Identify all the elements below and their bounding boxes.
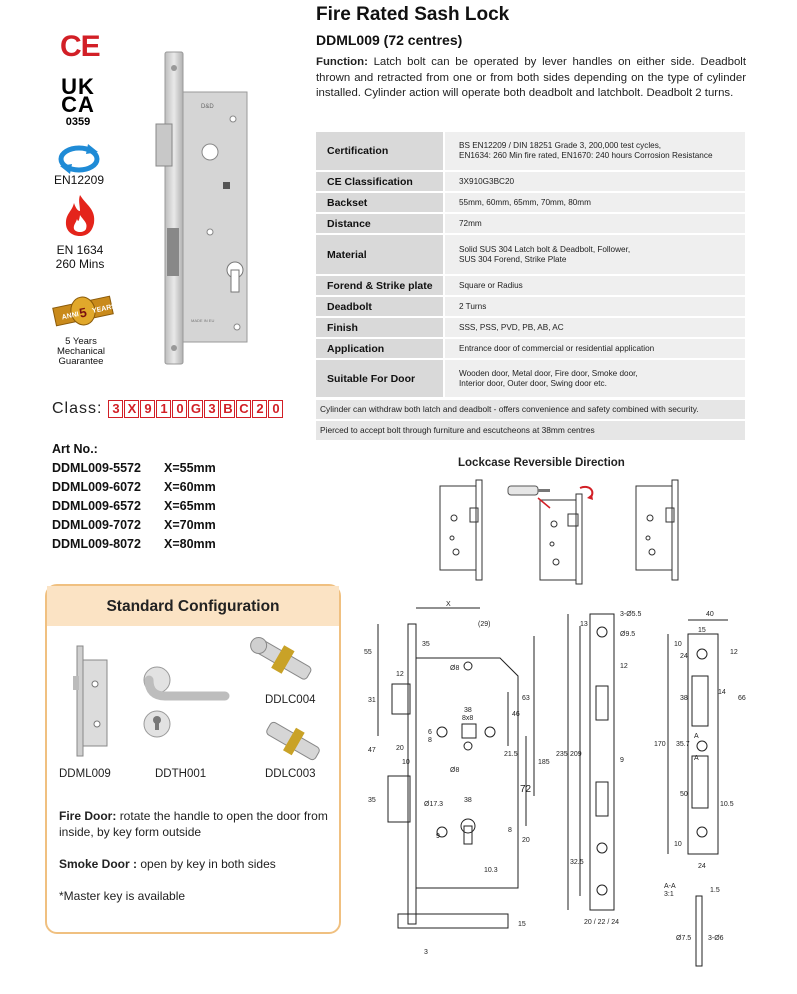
art-size: X=80mm <box>164 537 216 551</box>
art-row <box>52 516 216 535</box>
dim-text: 12 <box>620 663 628 670</box>
function-description <box>316 55 746 102</box>
spec-key: Finish <box>316 317 444 338</box>
dim-text: 21.5 <box>504 751 518 758</box>
spec-value: Wooden door, Metal door, Fire door, Smoke door, Interior door, Outer door, Swing door etc. <box>444 359 745 398</box>
art-code: DDML009-5572 <box>52 461 141 475</box>
spec-note: Pierced to accept bolt through furniture and escutcheons at 38mm centres <box>316 421 745 440</box>
dim-text: 9 <box>436 833 440 840</box>
dim-text: 6 <box>428 729 432 736</box>
spec-row <box>316 192 745 213</box>
master-key-note: *Master key is available <box>59 889 186 903</box>
dim-text: 38 <box>464 707 472 714</box>
art-code: DDML009-8072 <box>52 537 141 551</box>
page-subtitle: DDML009 (72 centres) <box>316 32 463 48</box>
config-item-handle: DDTH001 <box>155 768 207 780</box>
dim-text: Ø7.5 <box>676 935 692 942</box>
ukca-number: 0359 <box>65 116 91 128</box>
dim-text: 35 <box>422 641 430 648</box>
standard-configuration-panel <box>45 584 341 934</box>
spec-row <box>316 171 745 192</box>
fire-icon <box>62 193 98 237</box>
dim-text: 10.5 <box>720 801 734 808</box>
class-char: B <box>220 400 235 418</box>
technical-drawing <box>358 596 758 986</box>
spec-key: Distance <box>316 213 444 234</box>
cylinder-ddlc004-thumbnail <box>247 630 317 688</box>
class-char: 3 <box>108 400 123 418</box>
dim-text: 63 <box>522 695 530 702</box>
art-row <box>52 459 216 478</box>
spec-key: Application <box>316 338 444 359</box>
guarantee-line-1: 5 Years <box>65 336 97 347</box>
dim-text: 15 <box>698 627 706 634</box>
config-item-cyl2: DDLC003 <box>265 768 316 780</box>
dim-text: 40 <box>706 611 714 618</box>
dim-text: A <box>694 733 699 740</box>
class-char: 2 <box>252 400 267 418</box>
page-title: Fire Rated Sash Lock <box>316 4 510 25</box>
spec-row <box>316 234 745 275</box>
function-text: Latch bolt can be operated by lever handles on either side. Deadbolt thrown and retracted from one or from both sides depending on the type of cylinder installed. Cylinder action will operate both deadbolt and latchbolt. Deadbolt 2 turns. <box>316 56 746 99</box>
dim-text: Ø8 <box>450 767 460 774</box>
art-code: DDML009-7072 <box>52 518 141 532</box>
dim-text: 66 <box>738 695 746 702</box>
seal-text-2: 5 <box>77 304 89 321</box>
dim-text: 3:1 <box>664 891 674 898</box>
spec-value: Solid SUS 304 Latch bolt & Deadbolt, Follower, SUS 304 Forend, Strike Plate <box>444 234 745 275</box>
dim-text: 72 <box>520 784 532 795</box>
spec-row <box>316 338 745 359</box>
dim-text: 55 <box>364 649 372 656</box>
en12209-label: EN12209 <box>53 173 105 187</box>
dim-text: 170 <box>654 741 666 748</box>
class-char: 0 <box>268 400 283 418</box>
dim-text: (29) <box>478 621 491 628</box>
spec-value: Square or Radius <box>444 275 745 296</box>
class-char: C <box>236 400 251 418</box>
dim-text: 31 <box>368 697 376 704</box>
guarantee-line-3: Guarantee <box>58 356 104 367</box>
dim-text: 38 <box>464 797 472 804</box>
dim-text: 46 <box>512 711 520 718</box>
spec-value: SSS, PSS, PVD, PB, AB, AC <box>444 317 745 338</box>
spec-key: Forend & Strike plate <box>316 275 444 296</box>
reversible-caption: Lockcase Reversible Direction <box>458 457 625 469</box>
dim-text: 9 <box>620 757 624 764</box>
spec-value: BS EN12209 / DIN 18251 Grade 3, 200,000 test cycles, EN1634: 260 Min fire rated, EN1670: 240 hours Corrosion Resistance <box>444 132 745 171</box>
dim-text: 1.5 <box>710 887 720 894</box>
guarantee-seal-icon <box>52 290 117 332</box>
fire-label-2: 260 Mins <box>55 257 105 271</box>
class-char: 0 <box>172 400 187 418</box>
dim-text: 15 <box>518 921 526 928</box>
guarantee-line-2: Mechanical <box>56 346 106 357</box>
ce-mark: CE <box>60 30 100 63</box>
ukca-top: UK <box>61 74 95 99</box>
ukca-bottom: CA <box>61 92 95 117</box>
lever-handle-thumbnail <box>135 666 235 746</box>
dim-text: 47 <box>368 747 376 754</box>
dim-text: Ø17.3 <box>424 801 444 808</box>
art-row <box>52 535 216 554</box>
fire-door-text: rotate the handle to open the door from inside, by key form outside <box>59 809 328 839</box>
dim-text: 8 <box>508 827 512 834</box>
dim-text: 24 <box>698 863 706 870</box>
dim-text: 13 <box>580 621 588 628</box>
dim-text: 12 <box>730 649 738 656</box>
config-heading: Standard Configuration <box>47 586 339 626</box>
class-char: 1 <box>156 400 171 418</box>
cylinder-ddlc003-thumbnail <box>261 716 325 766</box>
dim-text: Ø8 <box>450 665 460 672</box>
dim-text: 24 <box>680 653 688 660</box>
dim-text: Ø9.5 <box>620 631 636 638</box>
dim-text: 3-Ø5.5 <box>620 611 642 618</box>
dim-text: 12 <box>396 671 404 678</box>
spec-row <box>316 296 745 317</box>
art-row <box>52 497 216 516</box>
art-size: X=55mm <box>164 461 216 475</box>
lock-thumbnail <box>71 646 111 756</box>
seal-text-3: YEARS <box>91 303 117 315</box>
smoke-door-text: open by key in both sides <box>140 857 276 871</box>
ukca-mark <box>58 74 98 128</box>
dim-text: 14 <box>718 689 726 696</box>
smoke-door-note <box>59 856 334 872</box>
dim-text: 8 <box>428 737 432 744</box>
classification-row <box>52 400 284 418</box>
spec-table <box>316 132 745 399</box>
dim-text: 10.3 <box>484 867 498 874</box>
dim-text: 10 <box>674 641 682 648</box>
lock-mark: MADE IN EU <box>191 318 215 323</box>
spec-key: Material <box>316 234 444 275</box>
spec-row <box>316 317 745 338</box>
cycle-test-icon <box>58 142 100 174</box>
smoke-door-label: Smoke Door : <box>59 857 138 871</box>
spec-key: Suitable For Door <box>316 359 444 398</box>
dim-text: 35 <box>368 797 376 804</box>
art-code: DDML009-6072 <box>52 480 141 494</box>
dim-text: 185 <box>538 759 550 766</box>
spec-key: Backset <box>316 192 444 213</box>
art-row <box>52 478 216 497</box>
dim-text: 8x8 <box>462 715 474 722</box>
class-char: 3 <box>204 400 219 418</box>
seal-text-1: ANNI <box>61 311 80 322</box>
function-label: Function: <box>316 56 368 68</box>
dim-text: A <box>694 755 699 762</box>
lock-brand: D&D <box>201 104 214 110</box>
dim-text: 235 <box>556 751 568 758</box>
dim-text: 32.5 <box>570 859 584 866</box>
art-size: X=60mm <box>164 480 216 494</box>
dim-text: 50 <box>680 791 688 798</box>
dim-text: 20 <box>396 745 404 752</box>
spec-note: Cylinder can withdraw both latch and deadbolt - offers convenience and safety combined with security. <box>316 400 745 419</box>
spec-value: 55mm, 60mm, 65mm, 70mm, 80mm <box>444 192 745 213</box>
spec-row <box>316 213 745 234</box>
spec-row <box>316 132 745 171</box>
spec-key: CE Classification <box>316 171 444 192</box>
dim-text: 10 <box>674 841 682 848</box>
dim-text: 35.7 <box>676 741 690 748</box>
spec-value: 3X910G3BC20 <box>444 171 745 192</box>
reversible-diagram <box>430 478 690 588</box>
art-number-list <box>52 440 216 554</box>
config-item-lock: DDML009 <box>59 768 111 780</box>
class-char: X <box>124 400 139 418</box>
art-code: DDML009-6572 <box>52 499 141 513</box>
spec-key: Certification <box>316 132 444 171</box>
class-label: Class: <box>52 400 103 417</box>
art-size: X=70mm <box>164 518 216 532</box>
dim-text: 38 <box>680 695 688 702</box>
class-char: 9 <box>140 400 155 418</box>
art-heading: Art No.: <box>52 442 98 456</box>
class-char: G <box>188 400 203 418</box>
dim-text: 20 <box>522 837 530 844</box>
dim-text: 209 <box>570 751 582 758</box>
spec-row <box>316 359 745 398</box>
spec-row <box>316 275 745 296</box>
class-code <box>108 400 284 418</box>
spec-value: 72mm <box>444 213 745 234</box>
art-size: X=65mm <box>164 499 216 513</box>
dim-text: 20 / 22 / 24 <box>584 919 620 926</box>
dim-text: 3 <box>424 949 428 956</box>
dim-text: X <box>446 601 451 608</box>
config-item-cyl1: DDLC004 <box>265 694 316 706</box>
fire-door-note <box>59 808 334 840</box>
lock-photo <box>155 52 255 364</box>
dim-text: 10 <box>402 759 410 766</box>
spec-key: Deadbolt <box>316 296 444 317</box>
dim-text: 3-Ø6 <box>708 935 724 942</box>
spec-value: Entrance door of commercial or residential application <box>444 338 745 359</box>
fire-label-1: EN 1634 <box>56 243 104 257</box>
dim-text: A-A <box>664 883 676 890</box>
fire-door-label: Fire Door: <box>59 809 117 823</box>
spec-value: 2 Turns <box>444 296 745 317</box>
